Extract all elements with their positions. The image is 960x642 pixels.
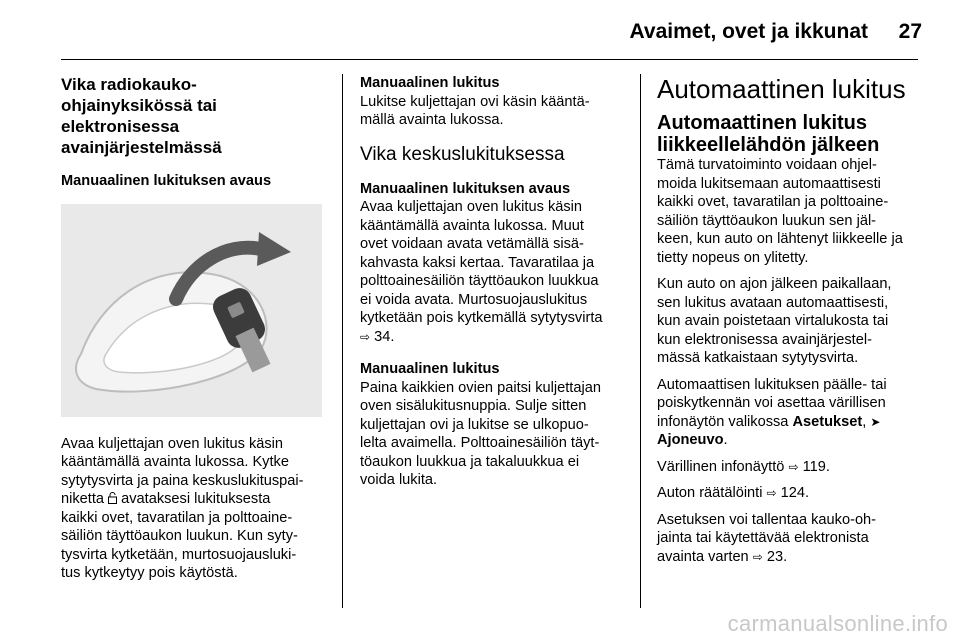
header-rule [61, 59, 918, 60]
page-ref-arrow-icon: ⇨ [752, 549, 763, 564]
page-ref-arrow-icon: ⇨ [360, 329, 371, 344]
page-header-title: Avaimet, ovet ja ikkunat [629, 20, 868, 43]
menu-path-arrow-icon: ➤ [870, 414, 881, 429]
section-title-automatic-locking: Automaattinen lukitus [657, 74, 906, 104]
subheading-manual-lock-2: Manuaalinen lukitus [360, 361, 500, 377]
column-1 [61, 74, 325, 583]
menu-vehicle-label: Ajoneuvo [657, 432, 724, 448]
page-ref-arrow-icon: ⇨ [766, 486, 777, 500]
manual-unlock-paragraph-2: Avaa kuljettajan oven lukitus käsin kääntämällä avainta lukossa. Muut ovet voidaan avata vetämällä sisä- kahvasta kaksi kertaa. Tavaratilaa ja polttoainesäiliön täyttöaukon luukkua ei voida avata. Murtosuojauslukitus kytketään pois kytkemällä sytytysvirta ⇨ 34. [360, 199, 603, 345]
manual-lock-paragraph-1: Lukitse kuljettajan ovi käsin kääntä- mällä avainta lukossa. [360, 93, 590, 128]
watermark-brand: carmanualsonline.info [727, 611, 948, 636]
subtitle-auto-lock-after-driving: Automaattinen lukitus liikkeellelähdön jälkeen [657, 112, 880, 156]
column-2 [360, 74, 624, 490]
door-handle-key-illustration [61, 204, 322, 417]
page-ref-link[interactable]: 23. [766, 548, 788, 565]
auto-lock-paragraph-6: Asetuksen voi tallentaa kauko-oh- jainta tai käytettävää elektronista avainta varten ⇨ 23. [657, 511, 877, 565]
page-ref-link[interactable]: 119. [802, 458, 830, 475]
page-ref-arrow-icon: ⇨ [788, 459, 799, 474]
auto-lock-paragraph-3: Automaattisen lukituksen päälle- tai poiskytkennän voi asettaa värillisen infonäytön valikossa Asetukset, ➤ Ajoneuvo. [657, 376, 887, 448]
subheading-manual-lock-1: Manuaalinen lukitus [360, 75, 500, 91]
manual-lock-paragraph-2: Paina kaikkien ovien paitsi kuljettajan oven sisälukitusnuppia. Sulje sitten kuljettajan ovi ja lukitse se ulkopuo- lelta avaimella. Polttoainesäiliön täyt- töaukon luukkua ja takaluukkua ei voida lukita. [360, 379, 601, 488]
door-handle-key-drawing [61, 204, 322, 417]
unlock-icon [108, 491, 117, 502]
manual-unlock-paragraph: Avaa kuljettajan oven lukitus käsin kääntämällä avainta lukossa. Kytke sytytysvirta ja paina keskuslukituspai- niketta avataksesi lukituksesta kaikki ovet, tavaratilan ja polttoaine- säiliön täyttöaukon luukun. Kun syty- tysvirta kytketään, murtosuojausluki- tus kytkeytyy pois käytöstä. [61, 435, 304, 581]
color-info-display-ref: Värillinen infonäyttö ⇨ 119. [657, 458, 830, 475]
section-title-central-lock-fault: Vika keskuslukituksessa [360, 143, 565, 165]
column-divider-left [342, 74, 343, 608]
auto-lock-paragraph-1: Tämä turvatoiminto voidaan ohjel- moida lukitsemaan automaattisesti kaikki ovet, tavaratilan ja polttoaine- säiliön täyttöaukon luukun sen jäl- keen, kun auto on lähtenyt liikkeelle ja tietty nopeus on ylitetty. [657, 157, 903, 266]
page-ref-link[interactable]: 34. [374, 328, 395, 345]
vehicle-personalization-ref: Auton räätälöinti ⇨ 124. [657, 485, 810, 501]
menu-settings-label: Asetukset [792, 413, 863, 430]
page-ref-link[interactable]: 124. [780, 485, 810, 501]
page-number: 27 [898, 20, 922, 43]
column-divider-right [640, 74, 641, 608]
subheading-manual-unlock: Manuaalinen lukituksen avaus [61, 173, 272, 189]
column-3 [657, 74, 925, 566]
subheading-manual-unlock-2: Manuaalinen lukituksen avaus [360, 180, 571, 197]
section-title-radio-remote-fault: Vika radiokauko- ohjainyksikössä tai elektronisessa avainjärjestelmässä [61, 75, 222, 157]
auto-lock-paragraph-2: Kun auto on ajon jälkeen paikallaan, sen lukitus avataan automaattisesti, kun avain poistetaan virtalukosta tai kun elektronisessa avainjärjestel- mässä katkaistaan sytytysvirta. [657, 276, 892, 366]
